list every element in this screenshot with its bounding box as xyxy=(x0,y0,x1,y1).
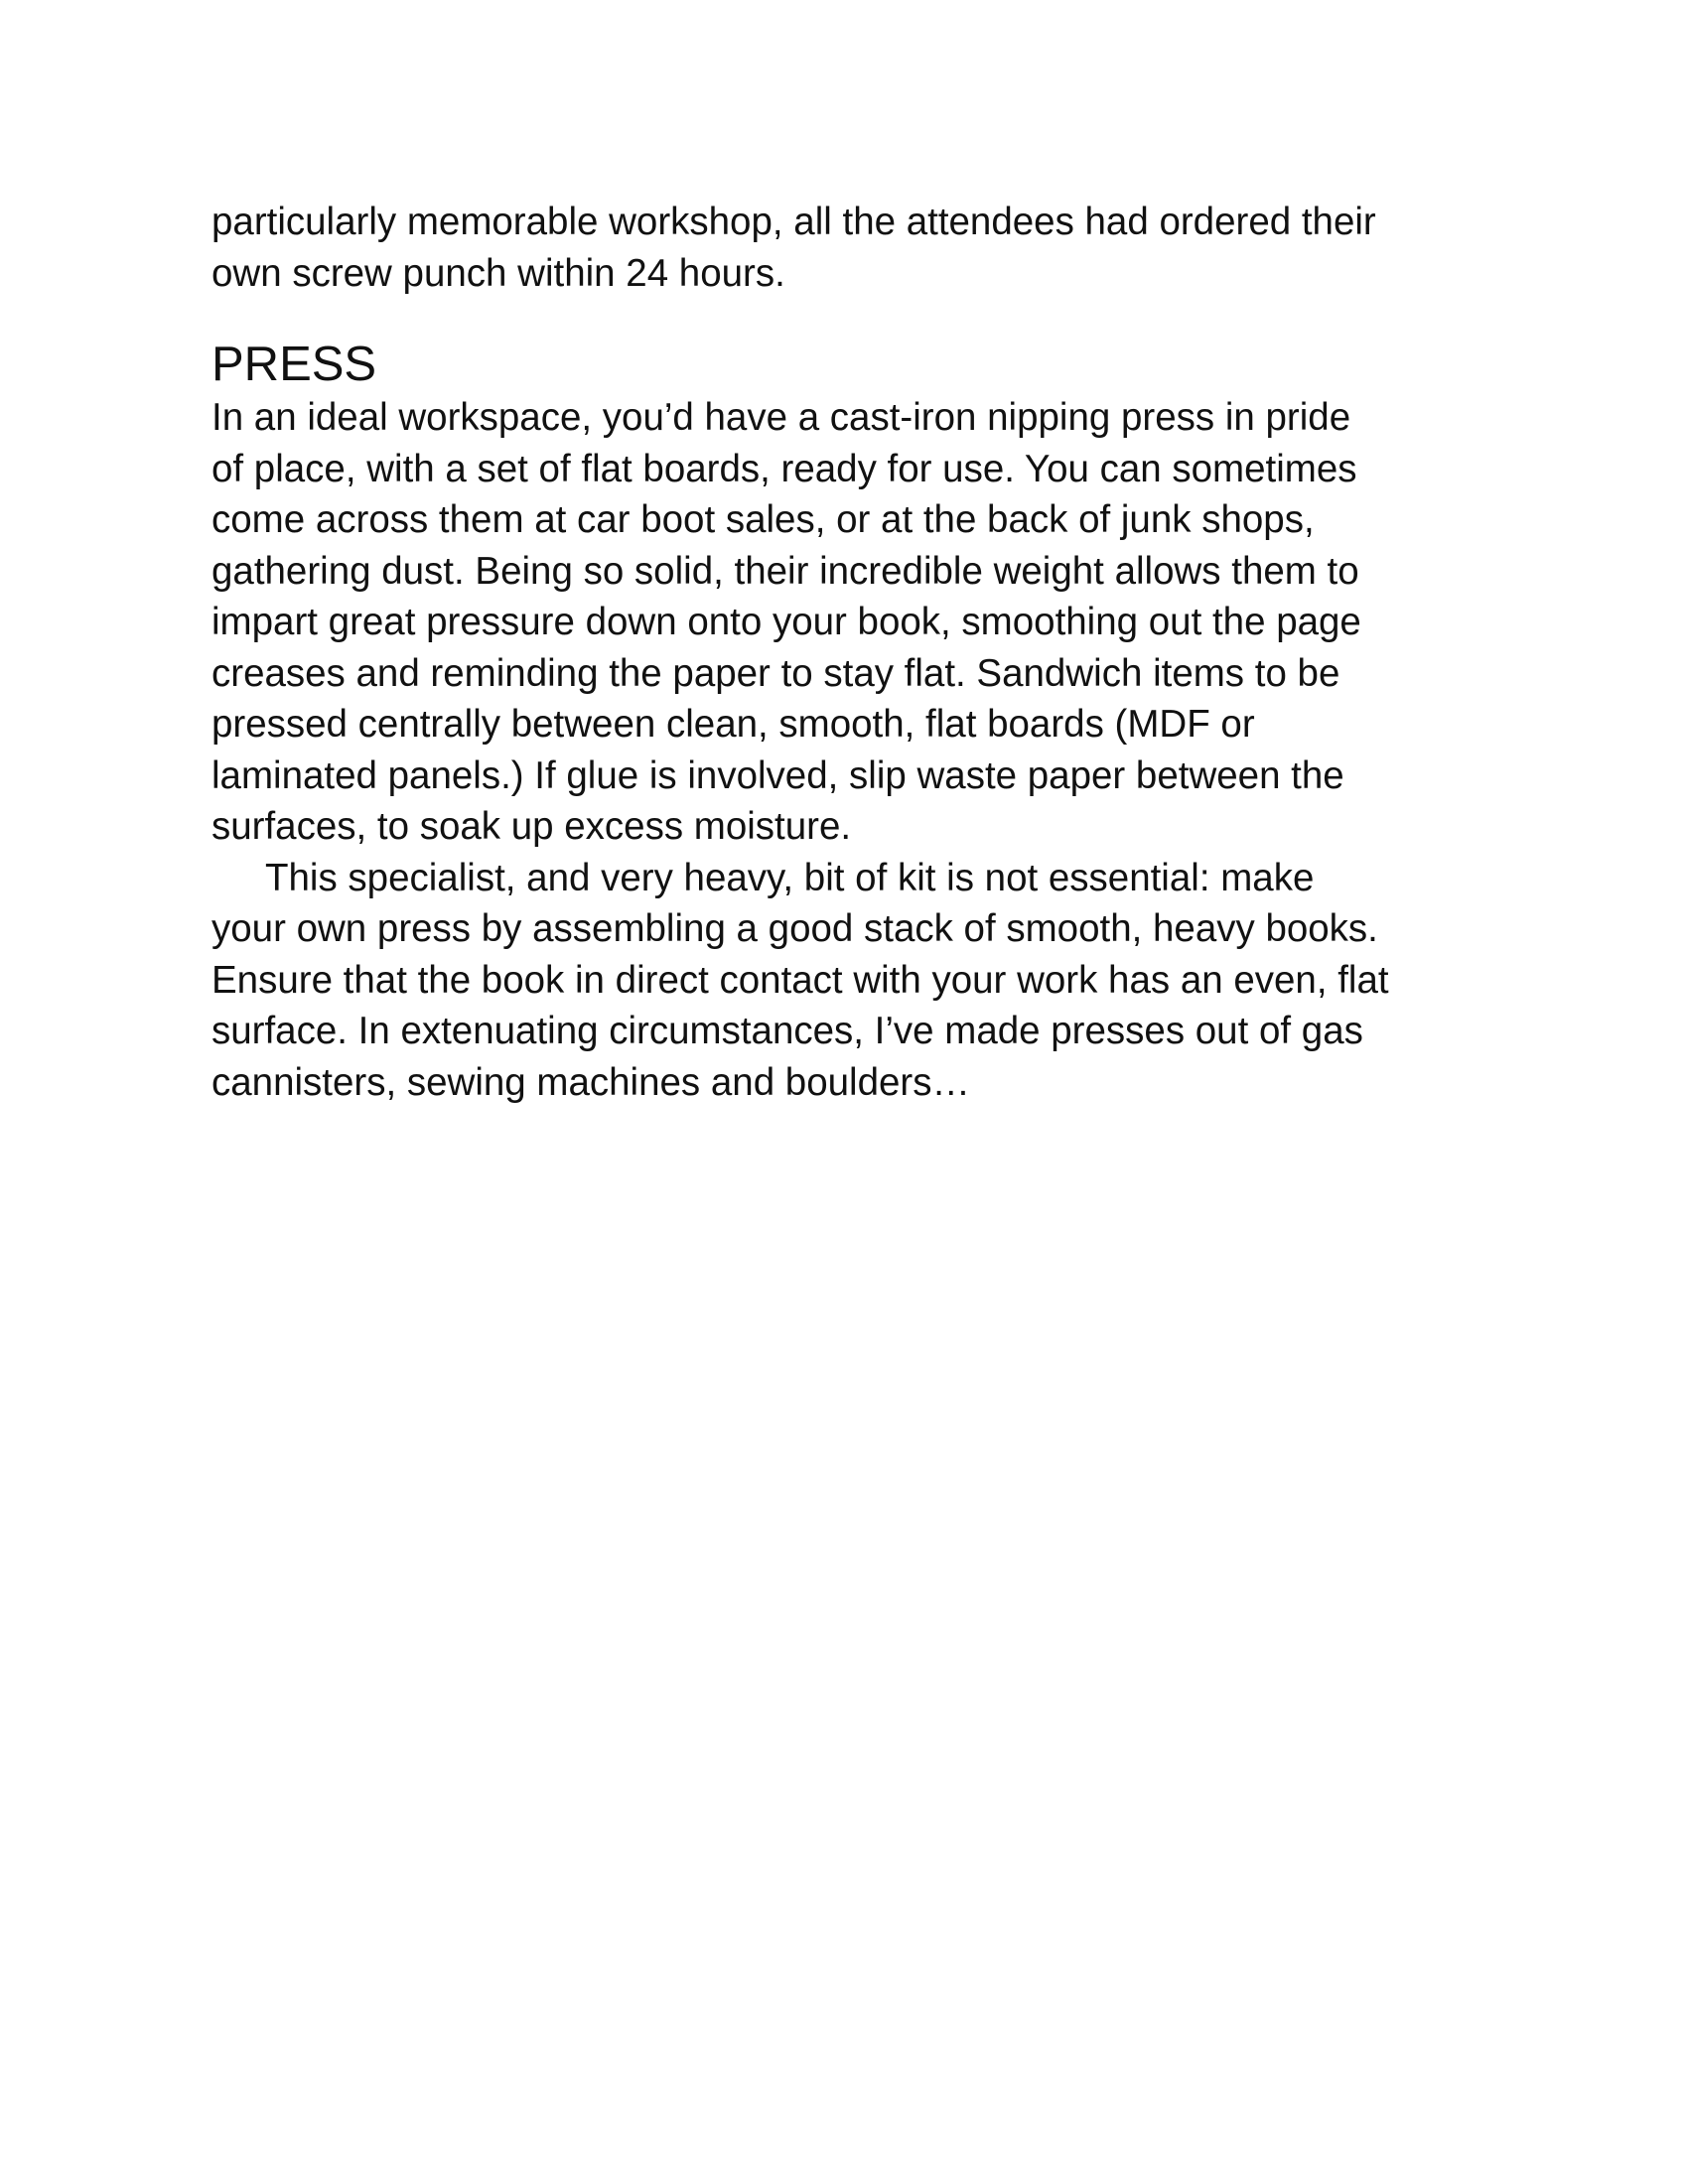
text-line: particularly memorable workshop, all the attendees had ordered their xyxy=(211,201,1376,243)
text-line: your own press by assembling a good stack of smooth, heavy books. xyxy=(211,907,1378,950)
section-heading: PRESS xyxy=(211,338,377,391)
text-line: surface. In extenuating circumstances, I’ve made presses out of gas xyxy=(211,1010,1363,1052)
text-line: This specialist, and very heavy, bit of kit is not essential: make xyxy=(265,856,1315,899)
page-body xyxy=(211,197,1502,1108)
text-line: Ensure that the book in direct contact with your work has an even, flat xyxy=(211,958,1389,1002)
text-line: laminated panels.) If glue is involved, slip waste paper between the xyxy=(211,753,1344,797)
text-line: come across them at car boot sales, or at the back of junk shops, xyxy=(211,498,1315,541)
text-line: pressed centrally between clean, smooth, flat boards (MDF or xyxy=(211,703,1255,746)
text-line: own screw punch within 24 hours. xyxy=(211,251,785,295)
text-line: gathering dust. Being so solid, their incredible weight allows them to xyxy=(211,549,1359,593)
text-line: In an ideal workspace, you’d have a cast-iron nipping press in pride xyxy=(211,396,1351,439)
text-line: impart great pressure down onto your book, smoothing out the page xyxy=(211,601,1361,643)
text-line: surfaces, to soak up excess moisture. xyxy=(211,805,852,848)
text-line: creases and reminding the paper to stay flat. Sandwich items to be xyxy=(211,651,1340,695)
press-paragraph-1 xyxy=(211,392,1502,853)
press-paragraph-2 xyxy=(211,853,1502,1109)
continuation-paragraph xyxy=(211,197,1502,299)
text-line: cannisters, sewing machines and boulders… xyxy=(211,1060,970,1104)
text-line: of place, with a set of flat boards, ready for use. You can sometimes xyxy=(211,447,1357,490)
